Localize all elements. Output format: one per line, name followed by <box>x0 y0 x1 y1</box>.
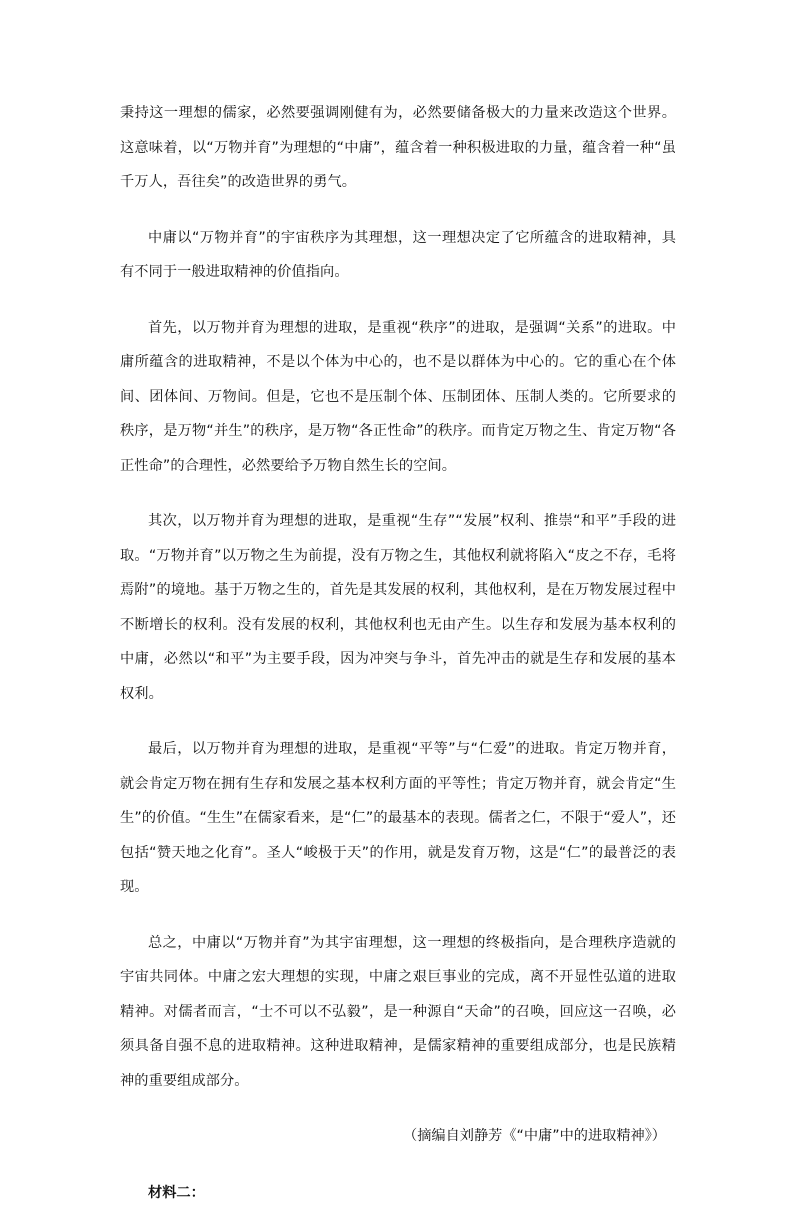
source-citation: （摘编自刘静芳《“中庸”中的进取精神》） <box>120 1119 676 1154</box>
paragraph-third-equality: 最后，以万物并育为理想的进取，是重视“平等”与“仁爱”的进取。肯定万物并育，就会肯定万物在拥有生存和发展之基本权利方面的平等性；肯定万物并育，就会肯定“生生”的价值。“生生”在儒家看来，是“仁”的最基本的表现。儒者之仁，不限于“爱人”，还包括“赞天地之化育”。圣人“峻极于天”的作用，就是发育万物，这是“仁”的最普泛的表现。 <box>120 732 676 905</box>
paragraph-second-rights: 其次，以万物并育为理想的进取，是重视“生存”“发展”权利、推崇“和平”手段的进取。“万物并育”以万物之生为前提，没有万物之生，其他权利就将陷入“皮之不存，毛将焉附”的境地。基于万物之生的，首先是其发展的权利，其他权利，是在万物发展过程中不断增长的权利。没有发展的权利，其他权利也无由产生。以生存和发展为基本权利的中庸，必然以“和平”为主要手段，因为冲突与争斗，首先冲击的就是生存和发展的基本权利。 <box>120 504 676 711</box>
paragraph-first-order: 首先，以万物并育为理想的进取，是重视“秩序”的进取，是强调“关系”的进取。中庸所蕴含的进取精神，不是以个体为中心的，也不是以群体为中心的。它的重心在个体间、团体间、万物间。但是，它也不是压制个体、压制团体、压制人类的。它所要求的秩序，是万物“并生”的秩序，是万物“各正性命”的秩序。而肯定万物之生、肯定万物“各正性命”的合理性，必然要给予万物自然生长的空间。 <box>120 311 676 484</box>
paragraph-zhongyong-ideal: 中庸以“万物并育”的宇宙秩序为其理想，这一理想决定了它所蕴含的进取精神，具有不同于一般进取精神的价值指向。 <box>120 221 676 290</box>
material-two-heading: 材料二： <box>120 1176 676 1210</box>
paragraph-continuation: 秉持这一理想的儒家，必然要强调刚健有为，必然要储备极大的力量来改造这个世界。这意味着，以“万物并育”为理想的“中庸”，蕴含着一种积极进取的力量，蕴含着一种“虽千万人，吾往矣”的改造世界的勇气。 <box>120 96 676 200</box>
document-body <box>120 96 676 1210</box>
paragraph-conclusion: 总之，中庸以“万物并育”为其宇宙理想，这一理想的终极指向，是合理秩序造就的宇宙共同体。中庸之宏大理想的实现，中庸之艰巨事业的完成，离不开显性弘道的进取精神。对儒者而言，“士不可以不弘毅”，是一种源自“天命”的召唤，回应这一召唤，必须具备自强不息的进取精神。这种进取精神，是儒家精神的重要组成部分，也是民族精神的重要组成部分。 <box>120 926 676 1099</box>
